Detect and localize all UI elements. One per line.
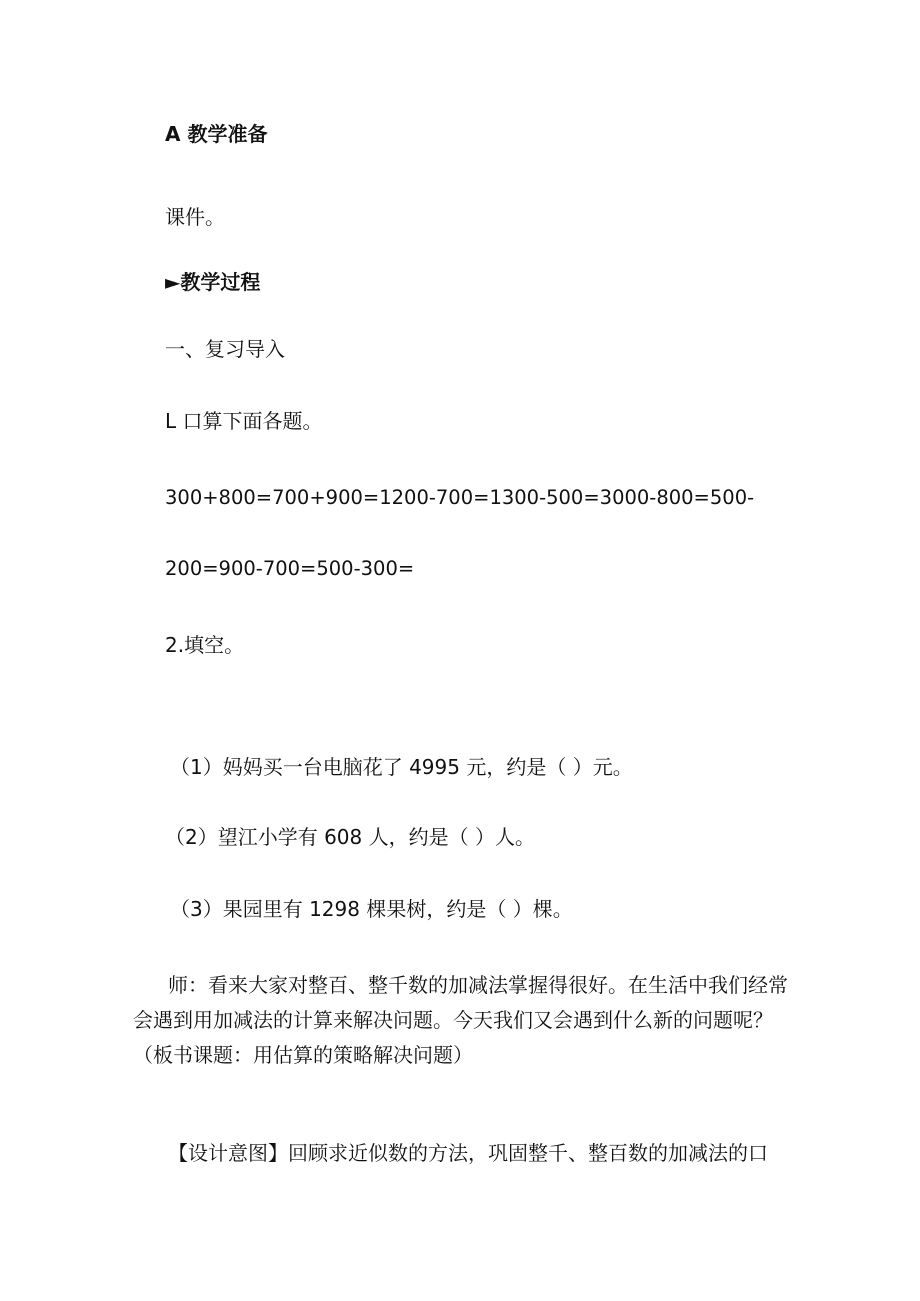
oral-calc-line-1: 300+800=700+900=1200-700=1300-500=3000-800=500-: [165, 486, 755, 509]
fill-blank-item: （2）望江小学有 608 人，约是（ ）人。: [165, 825, 535, 849]
fill-blank-label: 2.填空。: [165, 633, 245, 657]
oral-calc-line-2: 200=900-700=500-300=: [165, 557, 415, 580]
oral-calc-label: L 口算下面各题。: [165, 409, 323, 433]
part-one-heading: 一、复习导入: [165, 337, 285, 361]
fill-blank-item: （3）果园里有 1298 棵果树，约是（ ）棵。: [170, 897, 573, 921]
process-heading: ►教学过程: [165, 270, 261, 294]
preparation-body: 课件。: [165, 205, 225, 229]
preparation-heading: A 教学准备: [165, 122, 268, 146]
fill-blank-item: （1）妈妈买一台电脑花了 4995 元，约是（ ）元。: [170, 755, 633, 779]
design-intent: 【设计意图】回顾求近似数的方法，巩固整千、整百数的加减法的口: [168, 1141, 768, 1165]
teacher-paragraph: 师：看来大家对整百、整千数的加减法掌握得很好。在生活中我们经常会遇到用加减法的计算来解决问题。今天我们又会遇到什么新的问题呢？（板书课题：用估算的策略解决问题）: [133, 973, 788, 1067]
